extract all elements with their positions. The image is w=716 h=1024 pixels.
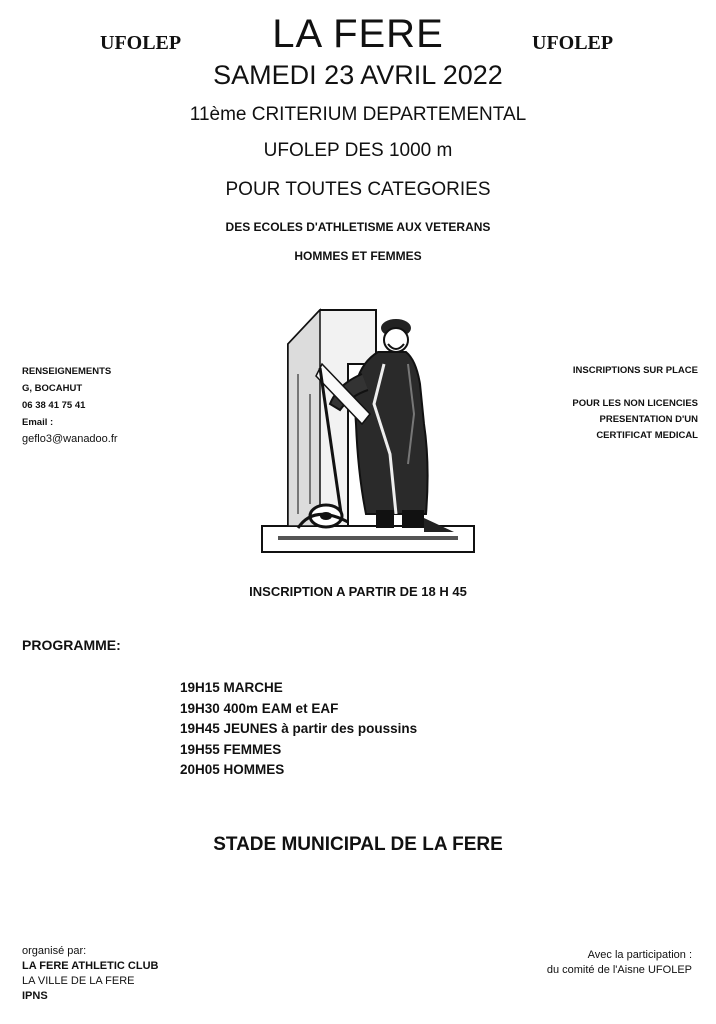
event-name: 11ème CRITERIUM DEPARTEMENTAL (189, 104, 527, 125)
event-distance: UFOLEP DES 1000 m (263, 140, 453, 161)
contact-email-label: Email : (22, 417, 54, 428)
registration-start-time: INSCRIPTION A PARTIR DE 18 H 45 (249, 584, 467, 599)
participation-block (460, 948, 692, 978)
organized-by-label: organisé par: (22, 945, 87, 957)
ipns-label: IPNS (22, 990, 48, 1002)
participation-org: du comité de l'Aisne UFOLEP (546, 964, 692, 976)
programme-item: 19H30 400m EAM et EAF (180, 700, 339, 716)
event-categories: POUR TOUTES CATEGORIES (225, 179, 491, 200)
age-range-text: DES ECOLES D'ATHLETISME AUX VETERANS (225, 220, 491, 234)
programme-item: 19H55 FEMMES (180, 741, 282, 757)
contact-email: geflo3@wanadoo.fr (22, 433, 118, 445)
registration-non-licensed-line-2: PRESENTATION D'UN (599, 414, 698, 425)
contact-phone: 06 38 41 75 41 (22, 400, 86, 411)
organizer-club: LA FERE ATHLETIC CLUB (22, 960, 159, 972)
organizer-city: LA VILLE DE LA FERE (22, 975, 135, 987)
registration-on-site: INSCRIPTIONS SUR PLACE (572, 365, 698, 376)
event-date: SAMEDI 23 AVRIL 2022 (213, 60, 503, 90)
programme-item: 19H15 MARCHE (180, 680, 283, 695)
organizer-block (22, 944, 158, 1004)
ufolep-left-label: UFOLEP (100, 32, 182, 54)
contact-name: G, BOCAHUT (22, 383, 83, 394)
programme-list (180, 678, 417, 781)
registration-block (500, 363, 698, 444)
registration-non-licensed-line-3: CERTIFICAT MEDICAL (596, 430, 698, 441)
page-title: LA FERE (272, 12, 444, 56)
war-memorial-statue-icon (258, 304, 478, 556)
programme-item: 20H05 HOMMES (180, 762, 285, 777)
participation-label: Avec la participation : (587, 949, 692, 961)
programme-item: 19H45 JEUNES à partir des poussins (180, 721, 418, 736)
registration-non-licensed-line-1: POUR LES NON LICENCIES (572, 398, 698, 409)
genders-text: HOMMES ET FEMMES (294, 249, 422, 263)
contact-heading: RENSEIGNEMENTS (22, 366, 112, 377)
programme-heading: PROGRAMME: (22, 637, 121, 653)
venue-name: STADE MUNICIPAL DE LA FERE (213, 834, 503, 855)
contact-block (22, 363, 118, 448)
ufolep-right-label: UFOLEP (532, 32, 614, 54)
